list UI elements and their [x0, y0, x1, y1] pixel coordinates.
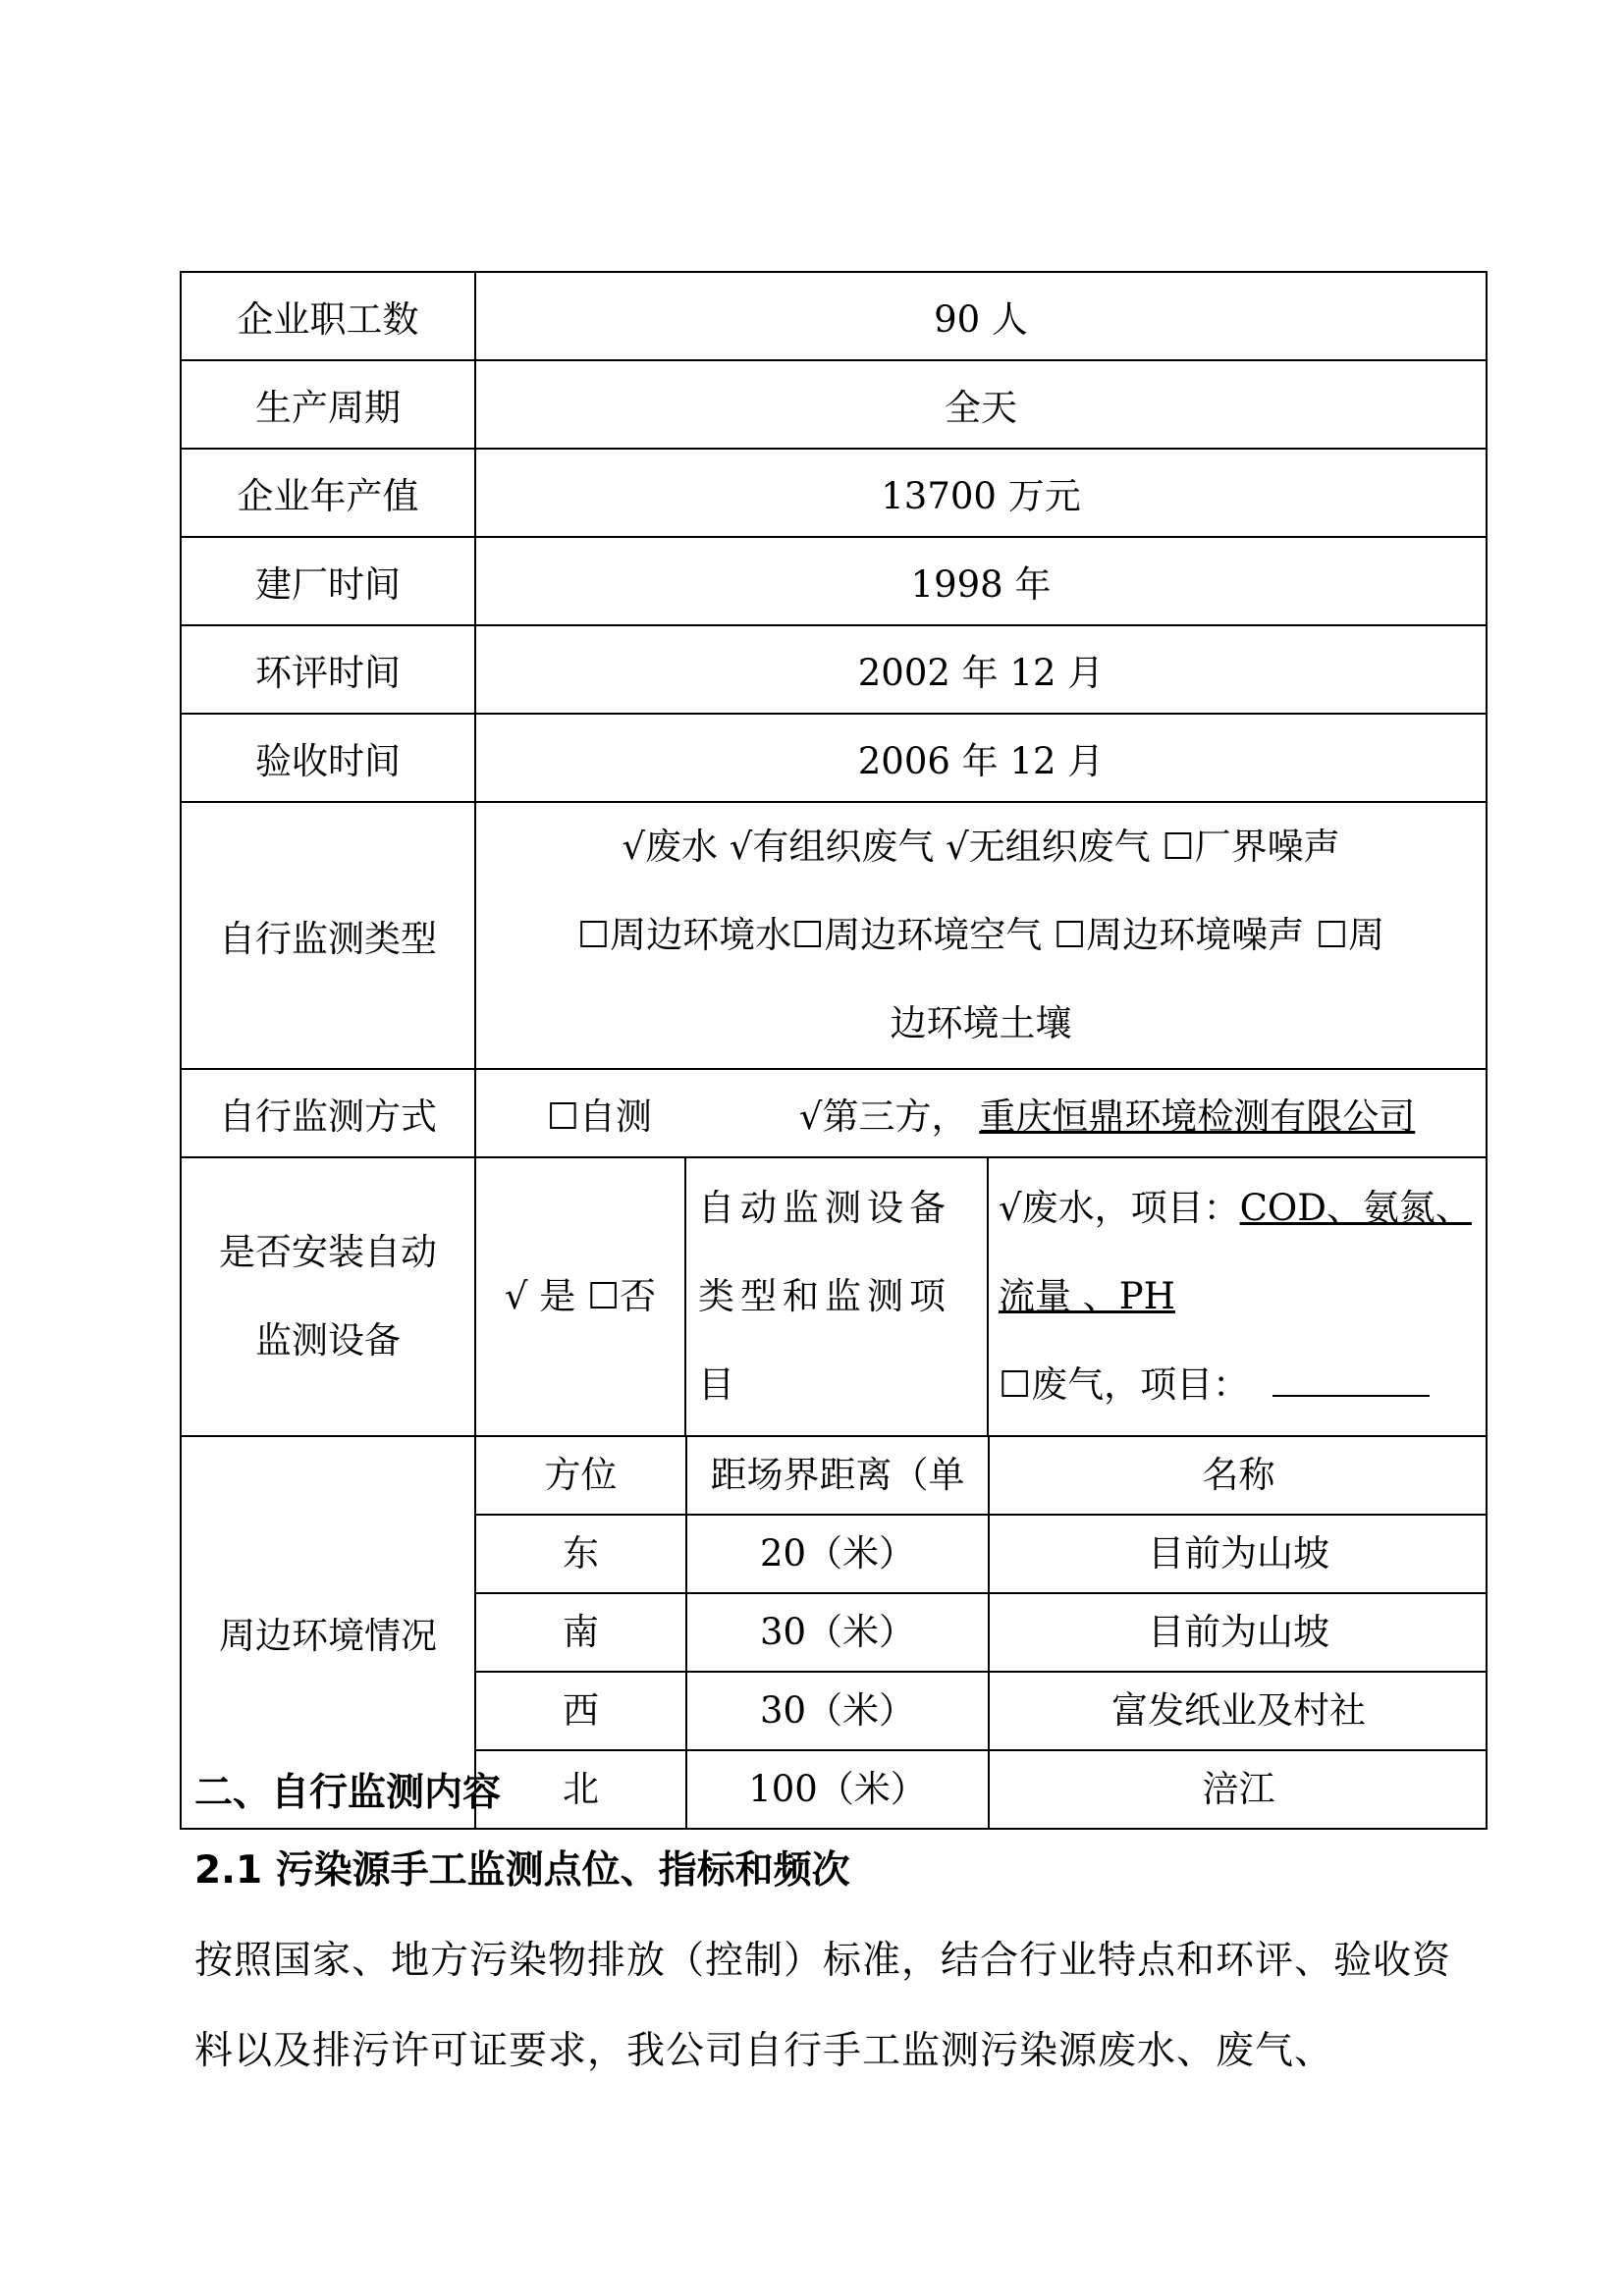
row-label: 自行监测方式 [181, 1069, 475, 1157]
section-title: 二、自行监测内容 [194, 1771, 502, 1815]
table-row [181, 449, 1487, 537]
env-distance: 30（米） [686, 1593, 989, 1672]
row-label: 企业职工数 [181, 272, 475, 360]
body-paragraph: 按照国家、地方污染物排放（控制）标准，结合行业特点和环评、验收资料以及排污许可证要求，我公司自行手工监测污染源废水、废气、 [194, 1939, 1452, 2073]
env-name: 富发纸业及村社 [989, 1672, 1487, 1750]
auto-device-type-label: 自动监测设备类型和监测项目 [685, 1157, 988, 1436]
row-label: 生产周期 [181, 360, 475, 449]
table-row [181, 537, 1487, 625]
row-label: 是否安装自动监测设备 [181, 1157, 475, 1436]
auto-device-row [181, 1157, 1487, 1436]
table-row [181, 360, 1487, 449]
env-direction: 北 [476, 1750, 686, 1828]
table-row [181, 625, 1487, 714]
wastegas-prefix: ☐废气，项目： [999, 1363, 1250, 1406]
row-value: 全天 [475, 360, 1487, 449]
env-distance: 30（米） [686, 1672, 989, 1750]
env-direction: 东 [476, 1515, 686, 1593]
row-value: 90 人 [475, 272, 1487, 360]
row-label: 自行监测类型 [181, 802, 475, 1069]
self-test-option: ☐自测 [546, 1095, 652, 1138]
monitor-types-value [475, 802, 1487, 1069]
row-label: 环评时间 [181, 625, 475, 714]
env-name: 涪江 [989, 1750, 1487, 1828]
env-direction: 西 [476, 1672, 686, 1750]
table-row [181, 714, 1487, 802]
monitor-mode-row [181, 1069, 1487, 1157]
wastewater-prefix: √废水，项目： [999, 1187, 1240, 1229]
row-value: 2006 年 12 月 [475, 714, 1487, 802]
monitor-types-line: 边环境土壤 [890, 1002, 1072, 1044]
row-label: 验收时间 [181, 714, 475, 802]
section-subtitle: 2.1 污染源手工监测点位、指标和频次 [194, 1848, 850, 1893]
env-row [476, 1750, 1487, 1828]
third-party-company: 重庆恒鼎环境检测有限公司 [979, 1095, 1416, 1138]
env-header-distance: 距场界距离（单 [686, 1437, 989, 1515]
env-header-row [476, 1437, 1487, 1515]
row-label: 周边环境情况 [181, 1436, 475, 1829]
row-value: 2002 年 12 月 [475, 625, 1487, 714]
env-header-name: 名称 [989, 1437, 1487, 1515]
monitor-mode-value [475, 1069, 1487, 1157]
auto-device-yes-no: √ 是 ☐否 [475, 1157, 685, 1436]
monitor-types-line: ☐周边环境水☐周边环境空气 ☐周边环境噪声 ☐周 [576, 914, 1385, 956]
auto-device-items [988, 1157, 1487, 1436]
env-name: 目前为山坡 [989, 1515, 1487, 1593]
monitor-types-line: √废水 √有组织废气 √无组织废气 ☐厂界噪声 [622, 826, 1340, 868]
row-value: 1998 年 [475, 537, 1487, 625]
row-value: 13700 万元 [475, 449, 1487, 537]
wastegas-blank [1272, 1365, 1430, 1397]
env-row [476, 1593, 1487, 1672]
env-header-direction: 方位 [544, 1454, 618, 1496]
wastewater-items: COD、氨氮、流量 、PH [999, 1187, 1472, 1317]
enterprise-info-table [180, 271, 1488, 1830]
env-row [476, 1672, 1487, 1750]
env-distance: 100（米） [686, 1750, 989, 1828]
env-direction: 南 [476, 1593, 686, 1672]
env-distance: 20（米） [686, 1515, 989, 1593]
environment-subtable-cell [475, 1436, 1487, 1829]
row-label: 企业年产值 [181, 449, 475, 537]
env-name: 目前为山坡 [989, 1593, 1487, 1672]
row-label: 建厂时间 [181, 537, 475, 625]
third-party-option: √第三方， [798, 1095, 968, 1138]
environment-subtable [476, 1437, 1487, 1828]
table-row [181, 272, 1487, 360]
monitor-types-row [181, 802, 1487, 1069]
env-row [476, 1515, 1487, 1593]
